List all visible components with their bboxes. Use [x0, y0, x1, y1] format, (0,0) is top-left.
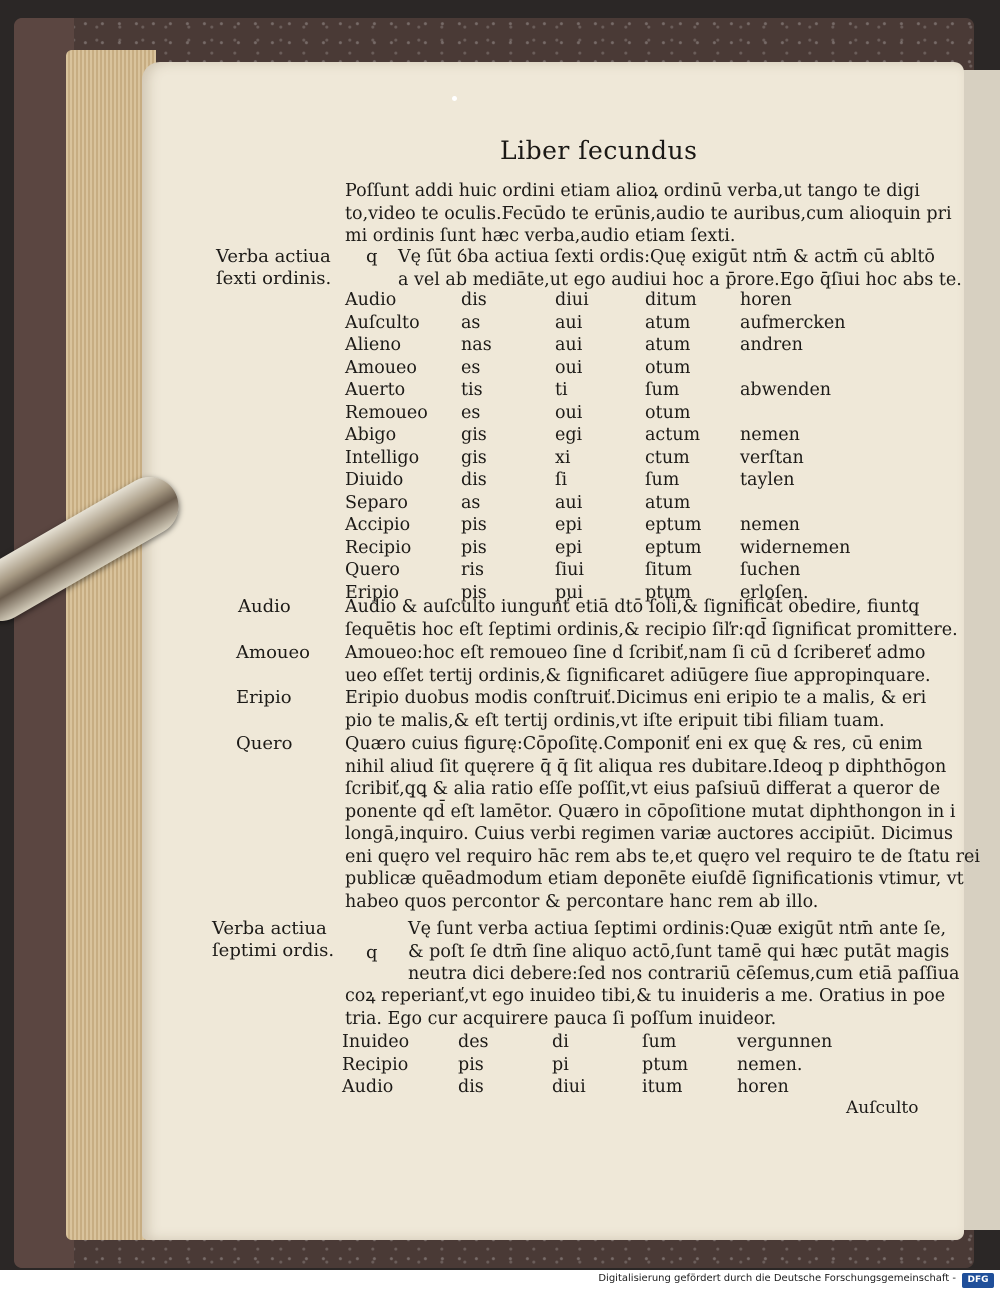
- verb-row: [345, 313, 850, 336]
- verb-row: [345, 380, 850, 403]
- verb-cell: dis: [461, 290, 487, 310]
- text-line: Poſſunt addi huic ordini etiam alioꝝ ordinū verba,ut tango te digi: [345, 181, 920, 201]
- note-paragraph: [345, 596, 958, 641]
- verb-row: [345, 425, 850, 448]
- verb-cell: taylen: [740, 470, 795, 490]
- septimi-verb-table: [342, 1032, 832, 1100]
- text-line: Amoueo:hoc eſt remoueo ſine d ſcribiť,nam ſi cū d ſcribereť admo: [345, 643, 926, 663]
- margin-line: Verba actiua: [212, 918, 327, 939]
- margin-line: ſexti ordinis.: [216, 268, 332, 289]
- text-line: nihil aliud ſit quęrere q̄ q̄ ſit aliqua res dubitare.Ideoq̧ p diphthōgon: [345, 756, 947, 777]
- verb-cell: pi: [552, 1054, 569, 1075]
- text-line: ueo eſſet tertij ordinis,& ſignificaret adiūgere ſiue appropinquare.: [345, 665, 931, 686]
- dfg-logo[interactable]: DFG: [962, 1273, 994, 1288]
- page-speck: [452, 96, 457, 101]
- verb-row: [345, 470, 850, 493]
- text-line: ſequētis hoc eſt ſeptimi ordinis,& recipio ſiľr:qd̄ ſignificat promittere.: [345, 619, 958, 640]
- catchword: Auſculto: [846, 1098, 919, 1118]
- verb-cell: Separo: [345, 492, 408, 513]
- verb-cell: epi: [555, 537, 583, 558]
- septimi-continuation: [345, 985, 945, 1030]
- verb-cell: oui: [555, 357, 583, 378]
- verb-cell: Auerto: [345, 380, 406, 400]
- verb-cell: oui: [555, 402, 583, 423]
- note-paragraph: [345, 642, 931, 687]
- margin-line: ſeptimi ordis.: [212, 940, 335, 961]
- verb-cell: eptum: [645, 537, 702, 558]
- verb-cell: ptum: [642, 1054, 689, 1075]
- verb-cell: dis: [458, 1077, 484, 1097]
- verb-row: [345, 335, 850, 358]
- verb-cell: otum: [645, 357, 691, 378]
- verb-row: [345, 538, 850, 561]
- verb-cell: nemen.: [737, 1054, 803, 1075]
- verb-cell: pis: [461, 515, 487, 535]
- verb-cell: Eripio: [345, 582, 400, 603]
- sexti-verb-table: [345, 290, 850, 605]
- verb-cell: Recipio: [345, 537, 412, 558]
- verb-cell: eptum: [645, 515, 702, 535]
- facing-page-edge: [962, 70, 1000, 1230]
- verb-cell: widernemen: [740, 537, 851, 558]
- verb-cell: Amoueo: [345, 357, 417, 378]
- verb-cell: diui: [552, 1077, 586, 1097]
- verb-cell: Audio: [345, 290, 397, 310]
- verb-cell: erloſen.: [740, 582, 809, 603]
- text-line: a vel ab mediāte,ut ego audiui hoc a p̄rore.Ego q̄ſiui hoc abs te.: [398, 269, 962, 290]
- paragraph-initial: q: [366, 246, 378, 267]
- verb-row: [342, 1032, 832, 1055]
- verb-row: [345, 403, 850, 426]
- text-line: Vę ſūt ỽba actiua ſexti ordis:Quę exigūt ntm̄ & actm̄ cū abltō: [398, 247, 935, 267]
- verb-cell: di: [552, 1032, 569, 1052]
- verb-cell: ris: [461, 560, 484, 580]
- margin-note: Eripio: [236, 687, 292, 708]
- verb-cell: [740, 493, 850, 516]
- book-spine: [14, 18, 74, 1268]
- verb-cell: Inuideo: [342, 1032, 410, 1052]
- footer-credit: Digitalisierung gefördert durch die Deutsche Forschungsgemeinschaft -: [598, 1273, 956, 1284]
- verb-cell: Alieno: [345, 335, 401, 355]
- verb-cell: es: [461, 357, 481, 378]
- text-line: Eripio duobus modis conſtruiť.Dicimus eni eripio te a malis, & eri: [345, 688, 927, 708]
- verb-cell: nas: [461, 335, 492, 355]
- verb-cell: as: [461, 312, 481, 333]
- margin-note: Amoueo: [236, 642, 310, 663]
- text-line: longā,inquiro. Cuius verbi regimen variæ auctores accipiūt. Dicimus: [345, 824, 953, 844]
- verb-cell: itum: [642, 1077, 683, 1097]
- verb-cell: pui: [555, 582, 584, 603]
- verb-cell: ctum: [645, 447, 690, 468]
- verb-cell: [740, 358, 850, 381]
- text-line: mi ordinis ſunt hæc verba,audio etiam ſexti.: [345, 226, 736, 246]
- verb-cell: pis: [461, 537, 487, 558]
- margin-line: Verba actiua: [216, 246, 331, 267]
- text-line: pio te malis,& eſt tertij ordinis,vt iſte eripuit tibi filiam tuam.: [345, 710, 885, 731]
- text-line: Vę ſunt verba actiua ſeptimi ordinis:Quæ exigūt ntm̄ ante ſe,: [408, 919, 947, 939]
- text-line: coꝝ reperianť,vt ego inuideo tibi,& tu inuideris a me. Oratius in poe: [345, 986, 946, 1006]
- verb-cell: atum: [645, 335, 691, 355]
- intro-paragraph: [345, 180, 952, 248]
- verb-row: [345, 560, 850, 583]
- verb-cell: nemen: [740, 515, 800, 535]
- verb-cell: des: [458, 1032, 489, 1052]
- verb-cell: aui: [555, 492, 583, 513]
- text-line: ponente qd̄ eſt lamētor. Quæro in cōpoſitione mutat diphthongon in i: [345, 801, 956, 822]
- verb-cell: ſuchen: [740, 560, 801, 580]
- verb-cell: as: [461, 492, 481, 513]
- text-line: eni quęro vel requiro hāc rem abs te,et quęro vel requiro te de ſtatu rei: [345, 846, 980, 867]
- text-line: & poſt ſe dtm̄ ſine aliquo actō,ſunt tamē qui hæc putāt magis: [408, 941, 950, 962]
- verb-cell: Remoueo: [345, 402, 428, 423]
- verb-row: [345, 515, 850, 538]
- verb-cell: xi: [555, 447, 571, 468]
- verb-cell: diui: [555, 290, 589, 310]
- verb-cell: atum: [645, 312, 691, 333]
- verb-cell: es: [461, 402, 481, 423]
- verb-cell: [740, 403, 850, 426]
- verb-cell: ti: [555, 380, 568, 400]
- paragraph-initial: q: [366, 942, 378, 963]
- verb-cell: ſitum: [645, 560, 692, 580]
- verb-cell: Abigo: [345, 425, 397, 445]
- verb-cell: horen: [737, 1077, 789, 1097]
- text-line: habeo quos percontor & percontare hanc rem ab illo.: [345, 891, 819, 912]
- footer-bar: [0, 1270, 1000, 1292]
- verb-cell: otum: [645, 402, 691, 423]
- verb-cell: atum: [645, 492, 691, 513]
- margin-note: Audio: [238, 596, 291, 617]
- verb-cell: horen: [740, 290, 792, 310]
- verb-cell: ſum: [645, 380, 680, 400]
- text-line: neutra dici debere:ſed nos contrariū cēſemus,cum etiā paſſiua: [408, 964, 960, 984]
- text-line: Audio & auſculto iungunť etiā dtō ſoli,& ſignificāt obedire, fiuntq̧: [345, 597, 920, 617]
- verb-cell: ptum: [645, 582, 692, 603]
- margin-note: Quero: [236, 733, 293, 754]
- sexti-definition: [398, 246, 962, 291]
- verb-cell: Diuido: [345, 470, 404, 490]
- verb-row: [342, 1055, 832, 1078]
- text-line: Quæro cuius figurę:Cōpoſitę.Componiť eni ex quę & res, cū enim: [345, 734, 923, 754]
- verb-cell: aui: [555, 312, 583, 333]
- verb-cell: actum: [645, 425, 701, 445]
- note-paragraph: [345, 733, 980, 913]
- note-paragraph: [345, 687, 926, 732]
- verb-cell: ditum: [645, 290, 697, 310]
- verb-cell: pis: [458, 1054, 484, 1075]
- verb-row: [345, 290, 850, 313]
- verb-cell: Audio: [342, 1077, 394, 1097]
- verb-row: [345, 358, 850, 381]
- verb-cell: Quero: [345, 560, 400, 580]
- verb-row: [345, 493, 850, 516]
- verb-cell: Accipio: [345, 515, 411, 535]
- verb-cell: ſum: [642, 1032, 677, 1052]
- verb-cell: aui: [555, 335, 583, 355]
- verb-cell: Intelligo: [345, 447, 420, 468]
- text-line: publicæ quēadmodum etiam deponēte eiuſdē ſignificationis vtimur, vt: [345, 869, 964, 889]
- verb-cell: ſi: [555, 470, 568, 490]
- margin-note-sexti: [216, 246, 331, 290]
- verb-cell: aufmercken: [740, 312, 846, 333]
- verb-cell: vergunnen: [737, 1032, 833, 1052]
- verb-cell: Auſculto: [345, 312, 420, 333]
- verb-cell: egi: [555, 425, 583, 445]
- verb-cell: ſiui: [555, 560, 584, 580]
- verb-cell: tis: [461, 380, 483, 400]
- verb-cell: nemen: [740, 425, 800, 445]
- text-line: to,video te oculis.Fecūdo te erūnis,audio te auribus,cum alioquin pri: [345, 203, 952, 224]
- verb-row: [345, 448, 850, 471]
- verb-cell: verſtan: [740, 447, 804, 468]
- page-title: Liber ſecundus: [500, 136, 698, 165]
- verb-cell: epi: [555, 515, 583, 535]
- margin-note-septimi: [212, 918, 334, 962]
- verb-cell: gis: [461, 447, 487, 468]
- verb-cell: pis: [461, 582, 487, 603]
- verb-cell: Recipio: [342, 1054, 409, 1075]
- septimi-definition: [408, 918, 959, 986]
- verb-row: [342, 1077, 832, 1100]
- verb-cell: abwenden: [740, 380, 832, 400]
- verb-cell: andren: [740, 335, 803, 355]
- verb-cell: ſum: [645, 470, 680, 490]
- text-line: tria. Ego cur acquirere pauca ſi poſſum inuideor.: [345, 1008, 777, 1029]
- text-line: ſcribiť,q̧ꝗ & alia ratio eſſe poſſit,vt eius paſsiuū differat a queror de: [345, 779, 941, 799]
- verb-cell: gis: [461, 425, 487, 445]
- verb-cell: dis: [461, 470, 487, 490]
